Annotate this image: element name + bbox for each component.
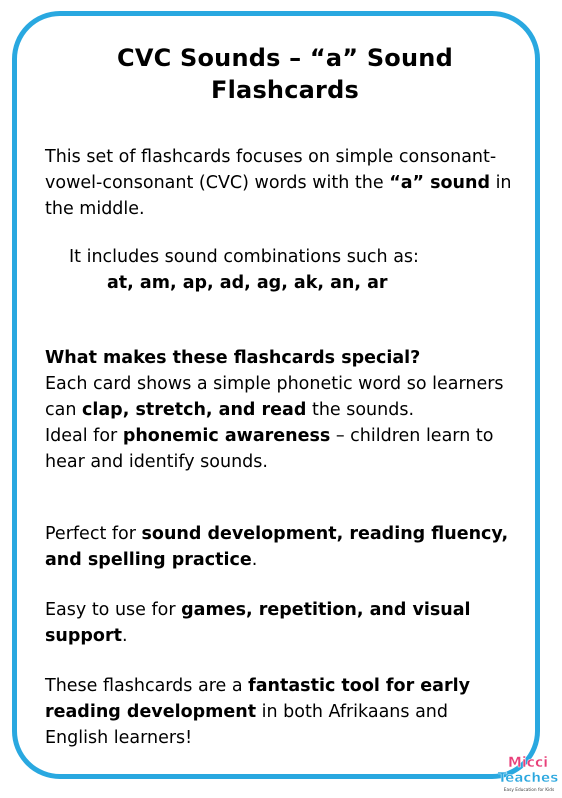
tool-paragraph <box>45 673 515 751</box>
special-text: Each card shows a simple phonetic word so learners can <box>45 374 504 420</box>
title-line-1: CVC Sounds – “a” Sound <box>117 44 453 72</box>
ideal-text: Ideal for <box>45 426 123 446</box>
ideal-text-end: – children learn to hear and identify sounds. <box>45 426 494 472</box>
includes-paragraph <box>69 244 529 296</box>
tool-bold: fantastic tool for early reading development <box>45 676 471 722</box>
includes-label: It includes sound combinations such as: <box>69 247 419 267</box>
micci-teaches-logo <box>498 752 560 796</box>
special-bold: clap, stretch, and read <box>82 400 307 420</box>
logo-line-2: Teaches <box>498 770 559 786</box>
sound-combinations: at, am, ap, ad, ag, ak, an, ar <box>107 273 388 293</box>
development-bold: sound development, reading fluency, and spelling practice <box>45 524 509 570</box>
intro-text-end: in the middle. <box>45 173 512 219</box>
ideal-bold: phonemic awareness <box>122 426 331 446</box>
special-heading: What makes these flashcards special? <box>45 348 421 368</box>
logo-line-1: Micci <box>507 755 549 771</box>
easy-text-end: . <box>121 626 128 646</box>
special-text-end: the sounds. <box>306 400 415 420</box>
special-section <box>45 345 515 475</box>
page-title <box>70 42 500 106</box>
development-text: Perfect for <box>45 524 142 544</box>
development-text-end: . <box>251 550 258 570</box>
development-paragraph <box>45 521 515 573</box>
logo-tagline: Easy Education for Kids <box>503 788 555 793</box>
tool-text: These flashcards are a <box>45 676 249 696</box>
easy-bold: games, repetition, and visual support <box>45 600 471 646</box>
title-line-2: Flashcards <box>211 76 359 104</box>
easy-use-paragraph <box>45 597 515 649</box>
intro-text: This set of flashcards focuses on simple consonant-vowel-consonant (CVC) words with the <box>45 147 497 193</box>
intro-paragraph <box>45 144 515 222</box>
intro-bold: “a” sound <box>389 173 490 193</box>
tool-text-end: in both Afrikaans and English learners! <box>45 702 449 748</box>
easy-text: Easy to use for <box>45 600 182 620</box>
